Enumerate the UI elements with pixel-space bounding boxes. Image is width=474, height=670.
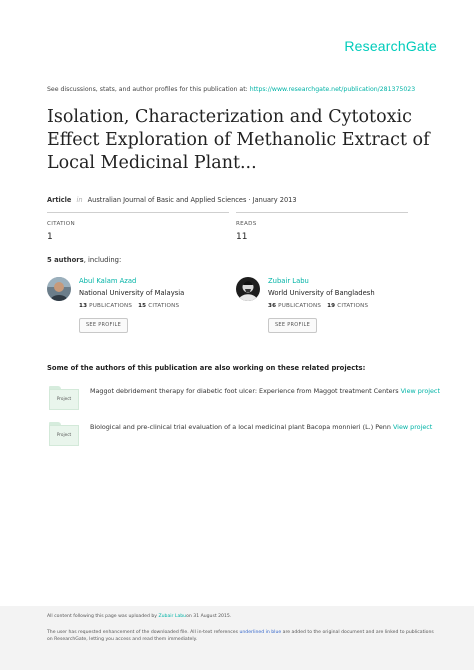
author-stats [79, 303, 179, 309]
enhancement-note [47, 629, 437, 643]
discussion-prefix: See discussions, stats, and author profiles for this publication at: [47, 86, 248, 93]
researchgate-logo[interactable]: ResearchGate [344, 38, 437, 54]
see-profile-button[interactable]: SEE PROFILE [268, 318, 317, 333]
publications-count: 13 [79, 303, 88, 309]
publications-label: PUBLICATIONS [89, 303, 133, 309]
authors-heading [47, 256, 121, 264]
author-card [47, 277, 227, 347]
authors-count: 5 authors [47, 256, 84, 264]
reads-count: 11 [236, 232, 248, 242]
discussion-line [47, 86, 437, 93]
folder-icon [49, 386, 79, 410]
folder-label: Project [56, 396, 72, 401]
folder-label: Project [56, 432, 72, 437]
publication-meta [47, 196, 432, 204]
publication-url-link[interactable]: https://www.researchgate.net/publication/281375023 [249, 86, 416, 93]
divider-left [47, 212, 229, 213]
publications-count: 36 [268, 303, 277, 309]
see-profile-button[interactable]: SEE PROFILE [79, 318, 128, 333]
citation-count: 1 [47, 232, 53, 242]
divider-right [236, 212, 408, 213]
citations-label: CITATIONS [337, 303, 369, 309]
citations-label: CITATIONS [148, 303, 180, 309]
reads-label: READS [236, 221, 257, 227]
project-item [49, 422, 439, 452]
upload-prefix: All content following this page was uploaded by [47, 614, 157, 619]
author-institution: World University of Bangladesh [268, 289, 375, 297]
author-name-link[interactable]: Abul Kalam Azad [79, 277, 137, 285]
citation-label: CITATION [47, 221, 75, 227]
citations-count: 19 [327, 303, 336, 309]
view-project-link[interactable]: View project [400, 387, 440, 395]
related-projects-heading: Some of the authors of this publication are also working on these related projects: [47, 364, 366, 372]
uploader-link[interactable]: Zubair Labu [158, 614, 187, 619]
authors-heading-suffix: , including: [83, 256, 122, 264]
upload-suffix: on 31 August 2015. [186, 614, 232, 619]
upload-note [47, 614, 231, 619]
project-title: Biological and pre-clinical trial evaluation of a local medicinal plant Bacopa monnieri (L.) Penn [90, 423, 391, 431]
citations-count: 15 [138, 303, 147, 309]
publication-title: Isolation, Characterization and Cytotoxic Effect Exploration of Methanolic Extract of Local Medicinal Plant... [47, 107, 430, 173]
note-part2: are added to the original document and are linked to publications on ResearchGate, letting you access and read them immediately. [47, 630, 434, 642]
author-card [236, 277, 416, 347]
in-word: in [76, 196, 83, 204]
publication-type: Article [47, 196, 72, 204]
avatar[interactable] [47, 277, 71, 301]
note-part1: The user has requested enhancement of the downloaded file. All in-text references [47, 630, 239, 635]
author-institution: National University of Malaysia [79, 289, 185, 297]
publication-venue: Australian Journal of Basic and Applied Sciences · January 2013 [87, 196, 297, 204]
project-item [49, 386, 439, 416]
publications-label: PUBLICATIONS [278, 303, 322, 309]
avatar[interactable] [236, 277, 260, 301]
view-project-link[interactable]: View project [392, 423, 433, 431]
author-name-link[interactable]: Zubair Labu [268, 277, 309, 285]
author-stats [268, 303, 368, 309]
folder-icon [49, 422, 79, 446]
project-title: Maggot debridement therapy for diabetic foot ulcer: Experience from Maggot treatment Centers [90, 387, 399, 395]
underlined-in-blue-text: underlined in blue [239, 630, 282, 635]
project-description [90, 386, 440, 397]
project-description [90, 422, 440, 433]
